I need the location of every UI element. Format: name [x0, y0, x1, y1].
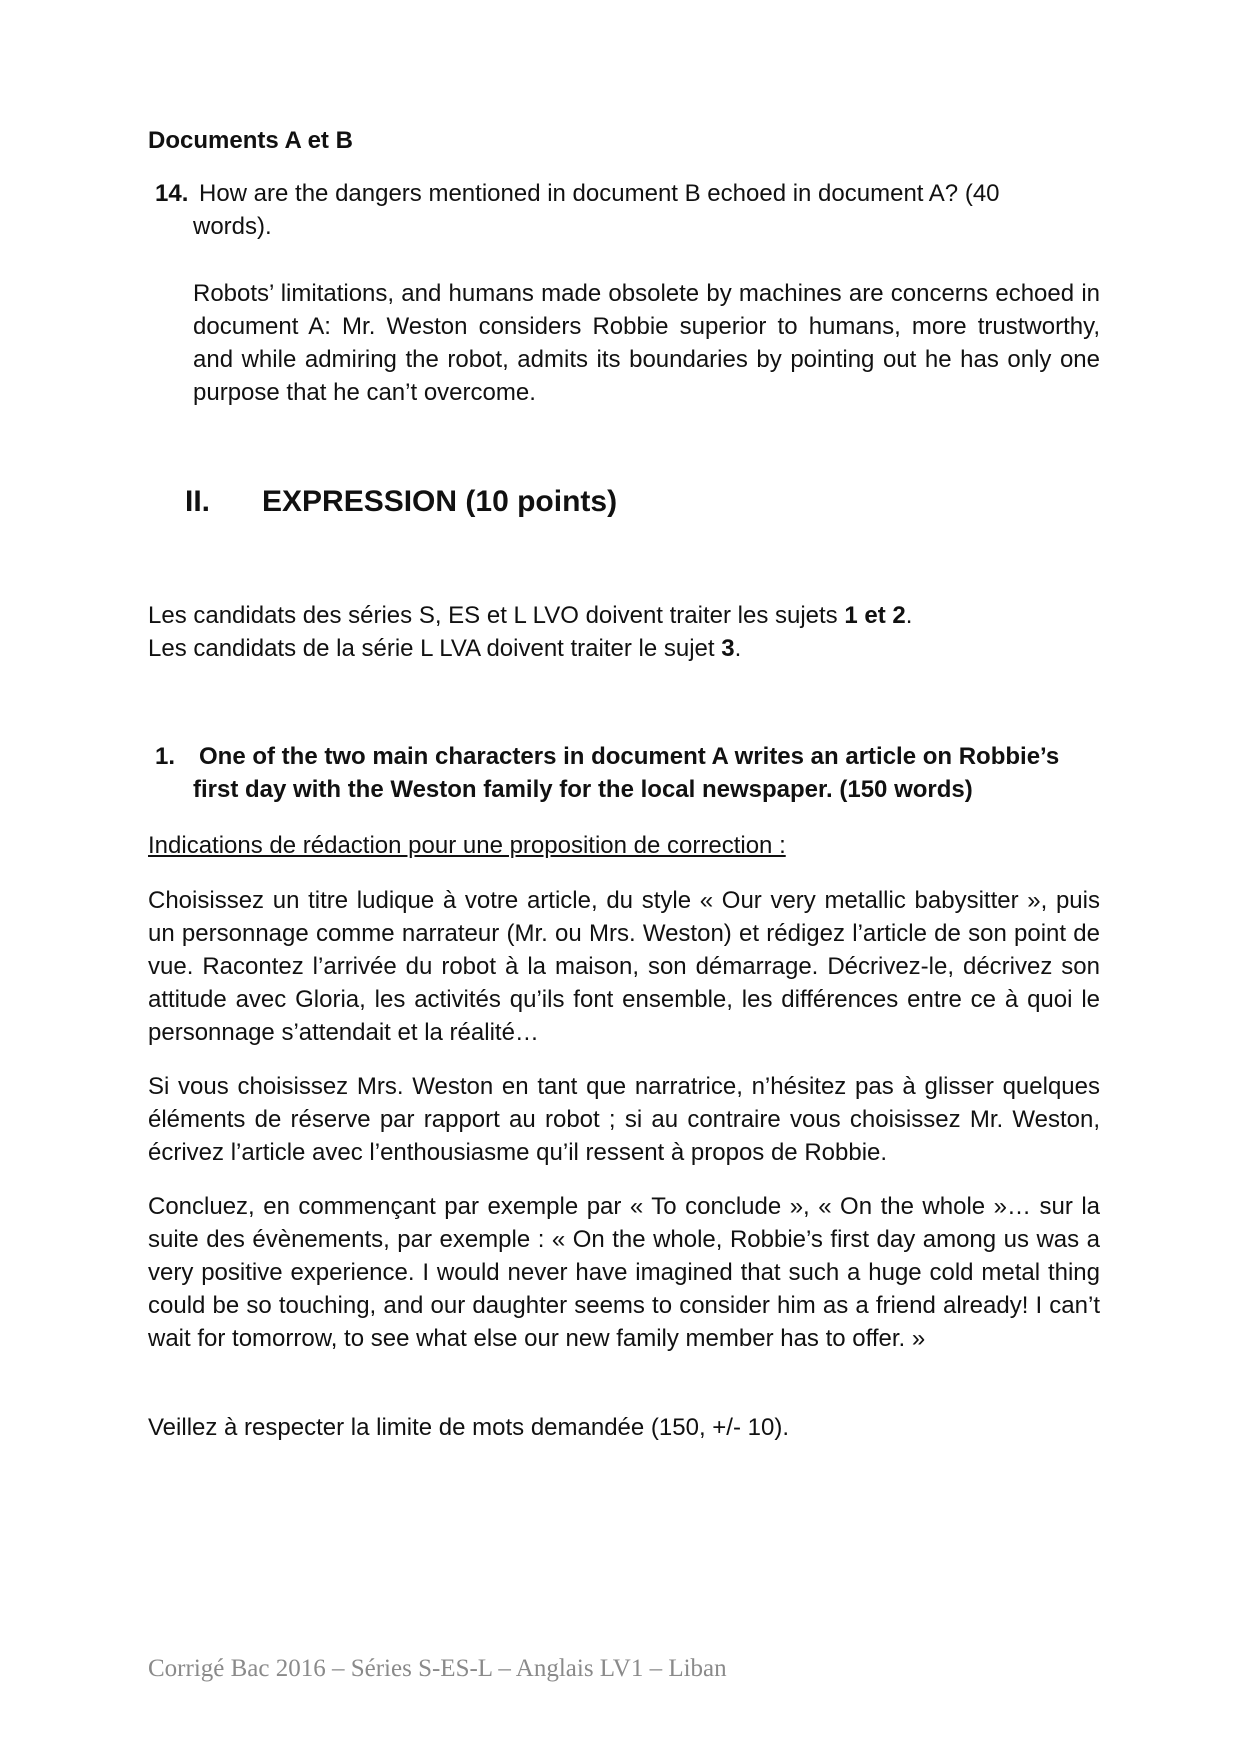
subject-1 — [155, 740, 1107, 773]
instruction-line-2: Les candidats de la série L LVA doivent traiter le sujet 3. — [148, 635, 742, 662]
paragraph-3: Concluez, en commençant par exemple par « To conclude », « On the whole »… sur la suite des évènements, par exemple : « On the whole, Robbie’s first day among us was a very positive experience. I would never have imagined that such a huge cold metal thing could be so touching, and our daughter seems to consider him as a friend already! I can’t wait for tomorrow, to see what else our new family member has to offer. » — [148, 1193, 1100, 1352]
paragraph-4: Veillez à respecter la limite de mots demandée (150, +/- 10). — [148, 1414, 789, 1441]
subject-text-line2: first day with the Weston family for the local newspaper. (150 words) — [193, 776, 973, 803]
subject-number: 1. — [155, 743, 176, 770]
instruction-line-1: Les candidats des séries S, ES et L LVO doivent traiter les sujets 1 et 2. — [148, 602, 913, 629]
answer-14: Robots’ limitations, and humans made obsolete by machines are concerns echoed in document A: Mr. Weston considers Robbie superior to humans, more trustworthy, and while admiring the robot, admits its boundaries by pointing out he has only one purpose that he can’t overcome. — [193, 280, 1100, 406]
instructions — [148, 599, 1100, 665]
question-14 — [155, 177, 1107, 210]
subject-text-line1: One of the two main characters in document A writes an article on Robbie’s — [199, 743, 1060, 770]
section-roman-numeral: II. — [185, 485, 211, 518]
indications-heading: Indications de rédaction pour une proposition de correction : — [148, 832, 786, 859]
section-heading: Documents A et B — [148, 127, 353, 154]
page-footer: Corrigé Bac 2016 – Séries S-ES-L – Anglais LV1 – Liban — [148, 1655, 727, 1682]
paragraph-1: Choisissez un titre ludique à votre article, du style « Our very metallic babysitter », puis un personnage comme narrateur (Mr. ou Mrs. Weston) et rédigez l’article de son point de vue. Racontez l’arrivée du robot à la maison, son démarrage. Décrivez-le, décrivez son attitude avec Gloria, les activités qu’ils font ensemble, les différences entre ce à quoi le personnage s’attendait et la réalité… — [148, 887, 1100, 1046]
question-number: 14. — [155, 180, 189, 207]
question-text-line1: How are the dangers mentioned in document B echoed in document A? (40 — [199, 180, 1000, 207]
paragraph-2: Si vous choisissez Mrs. Weston en tant que narratrice, n’hésitez pas à glisser quelques éléments de réserve par rapport au robot ; si au contraire vous choisissez Mr. Weston, écrivez l’article avec l’enthousiasme qu’il ressent à propos de Robbie. — [148, 1073, 1100, 1166]
section-title: EXPRESSION (10 points) — [262, 485, 618, 518]
question-text-line2: words). — [193, 213, 272, 240]
